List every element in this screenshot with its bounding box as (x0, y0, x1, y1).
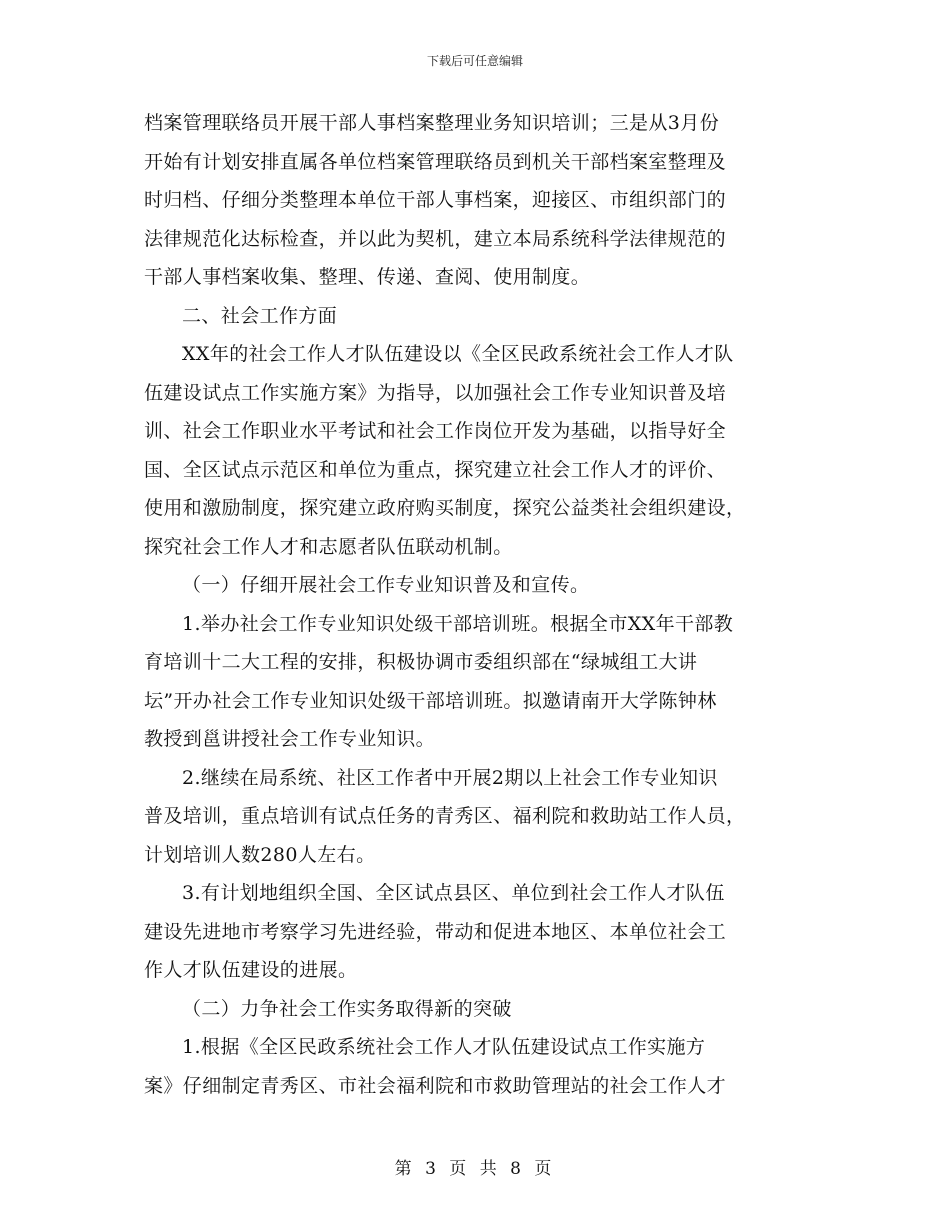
text-line: 开始有计划安排直属各单位档案管理联络员到机关干部档案室整理及 (144, 150, 727, 173)
text-line: 时归档、仔细分类整理本单位干部人事档案，迎接区、市组织部门的 (144, 189, 727, 211)
text-line: 档案管理联络员开展干部人事档案整理业务知识培训；三是从3月份 (144, 112, 720, 134)
text-line: 普及培训，重点培训有试点任务的青秀区、福利院和救助站工作人员， (144, 805, 746, 827)
text-line: 法律规范化达标检查，并以此为契机，建立本局系统科学法律规范的 (144, 227, 727, 250)
text-line: （一）仔细开展社会工作专业知识普及和宣传。 (182, 574, 590, 596)
text-line: 伍建设试点工作实施方案》为指导，以加强社会工作专业知识普及培 (144, 381, 727, 404)
text-line: 探究社会工作人才和志愿者队伍联动机制。 (144, 535, 513, 558)
text-line: 国、全区试点示范区和单位为重点，探究建立社会工作人才的评价、 (144, 458, 727, 481)
text-line: 计划培训人数280人左右。 (144, 843, 376, 866)
text-line: 使用和激励制度，探究建立政府购买制度，探究公益类社会组织建设， (144, 497, 746, 519)
text-line: 2.继续在局系统、社区工作者中开展2期以上社会工作专业知识 (182, 766, 718, 789)
text-line: 1.举办社会工作专业知识处级干部培训班。根据全市XX年干部教 (182, 612, 734, 635)
text-line: 教授到邕讲授社会工作专业知识。 (144, 728, 436, 750)
text-line: 3.有计划地组织全国、全区试点县区、单位到社会工作人才队伍 (182, 882, 725, 904)
text-line: 建设先进地市考察学习先进经验，带动和促进本地区、本单位社会工 (144, 920, 727, 943)
text-line: XX年的社会工作人才队伍建设以《全区民政系统社会工作人才队 (182, 343, 734, 365)
text-line: 坛”开办社会工作专业知识处级干部培训班。拟邀请南开大学陈钟林 (144, 689, 717, 712)
text-line: 作人才队伍建设的进展。 (144, 959, 358, 981)
text-line: 育培训十二大工程的安排，积极协调市委组织部在“绿城组工大讲 (144, 651, 698, 673)
text-line: 训、社会工作职业水平考试和社会工作岗位开发为基础，以指导好全 (144, 420, 727, 442)
text-line: 二、社会工作方面 (182, 304, 338, 327)
text-line: 案》仔细制定青秀区、市社会福利院和市救助管理站的社会工作人才 (144, 1074, 727, 1097)
document-body (144, 104, 808, 1105)
page-header: 下载后可任意编辑 (426, 54, 523, 68)
text-line: 1.根据《全区民政系统社会工作人才队伍建设试点工作实施方 (182, 1036, 706, 1058)
text-line: 干部人事档案收集、整理、传递、查阅、使用制度。 (144, 266, 591, 288)
text-line: （二）力争社会工作实务取得新的突破 (182, 997, 512, 1020)
page-footer: 第 3 页 共 8 页 (394, 1159, 556, 1179)
